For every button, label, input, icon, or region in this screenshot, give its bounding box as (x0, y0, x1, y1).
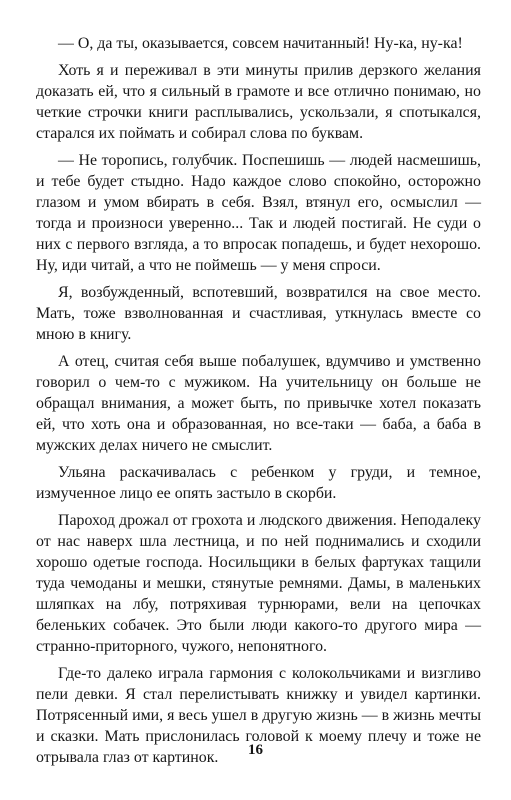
page-number: 16 (248, 742, 263, 758)
paragraph: Я, возбужденный, вспотевший, возвратился на свое место. Мать, тоже взволнованная и счастливая, уткнулась вместе со мною в книгу. (36, 284, 481, 343)
paragraph: А отец, считая себя выше побалушек, вдумчиво и умственно говорил о чем-то с мужиком. На учительницу он больше не обращал внимания, а может быть, по привычке хотел показать ей, что хоть она и образованная, но все-таки — баба, а баба в мужских делах ничего не смыслит. (36, 353, 481, 454)
paragraph: Ульяна раскачивалась с ребенком у груди, и темное, измученное лицо ее опять застыло в скорби. (36, 464, 481, 502)
paragraph: Пароход дрожал от грохота и людского движения. Неподалеку от нас наверх шла лестница, и по ней поднимались и сходили хорошо одетые господа. Носильщики в белых фартуках тащили туда чемоданы и мешки, стянутые ремнями. Дамы, в маленьких шляпках на лбу, потряхивая турнюрами, вели на цепочках беленьких собачек. Это были люди какого-то другого мира — странно-приторного, чужого, непонятного. (36, 512, 481, 655)
paragraph: — Не торопись, голубчик. Поспешишь — людей насмешишь, и тебе будет стыдно. Надо каждое слово спокойно, осторожно глазом и умом вбирать в себя. Взял, втянул его, осмыслил — тогда и произноси уверенно... Так и людей постигай. Не суди о них с первого взгляда, а то впросак попадешь, и будет нехорошо. Ну, иди читай, а что не поймешь — у меня спроси. (36, 152, 481, 274)
paragraph: Хоть я и переживал в эти минуты прилив дерзкого желания доказать ей, что я сильный в грамоте и все отлично понимаю, но четкие строчки книги расплывались, ускользали, я спотыкался, старался их поймать и собирал слова по буквам. (36, 62, 481, 142)
page-text (36, 33, 481, 773)
paragraph: Где-то далеко играла гармония с колокольчиками и визгливо пели девки. Я стал перелистывать книжку и увидел картинки. Потрясенный ими, я весь ушел в другую жизнь — в жизнь мечты и сказки. Мать прислонилась головой к моему плечу и тоже не отрывала глаз от картинок. (36, 665, 481, 766)
paragraph: — О, да ты, оказывается, совсем начитанный! Ну-ка, ну-ка! (58, 35, 463, 52)
